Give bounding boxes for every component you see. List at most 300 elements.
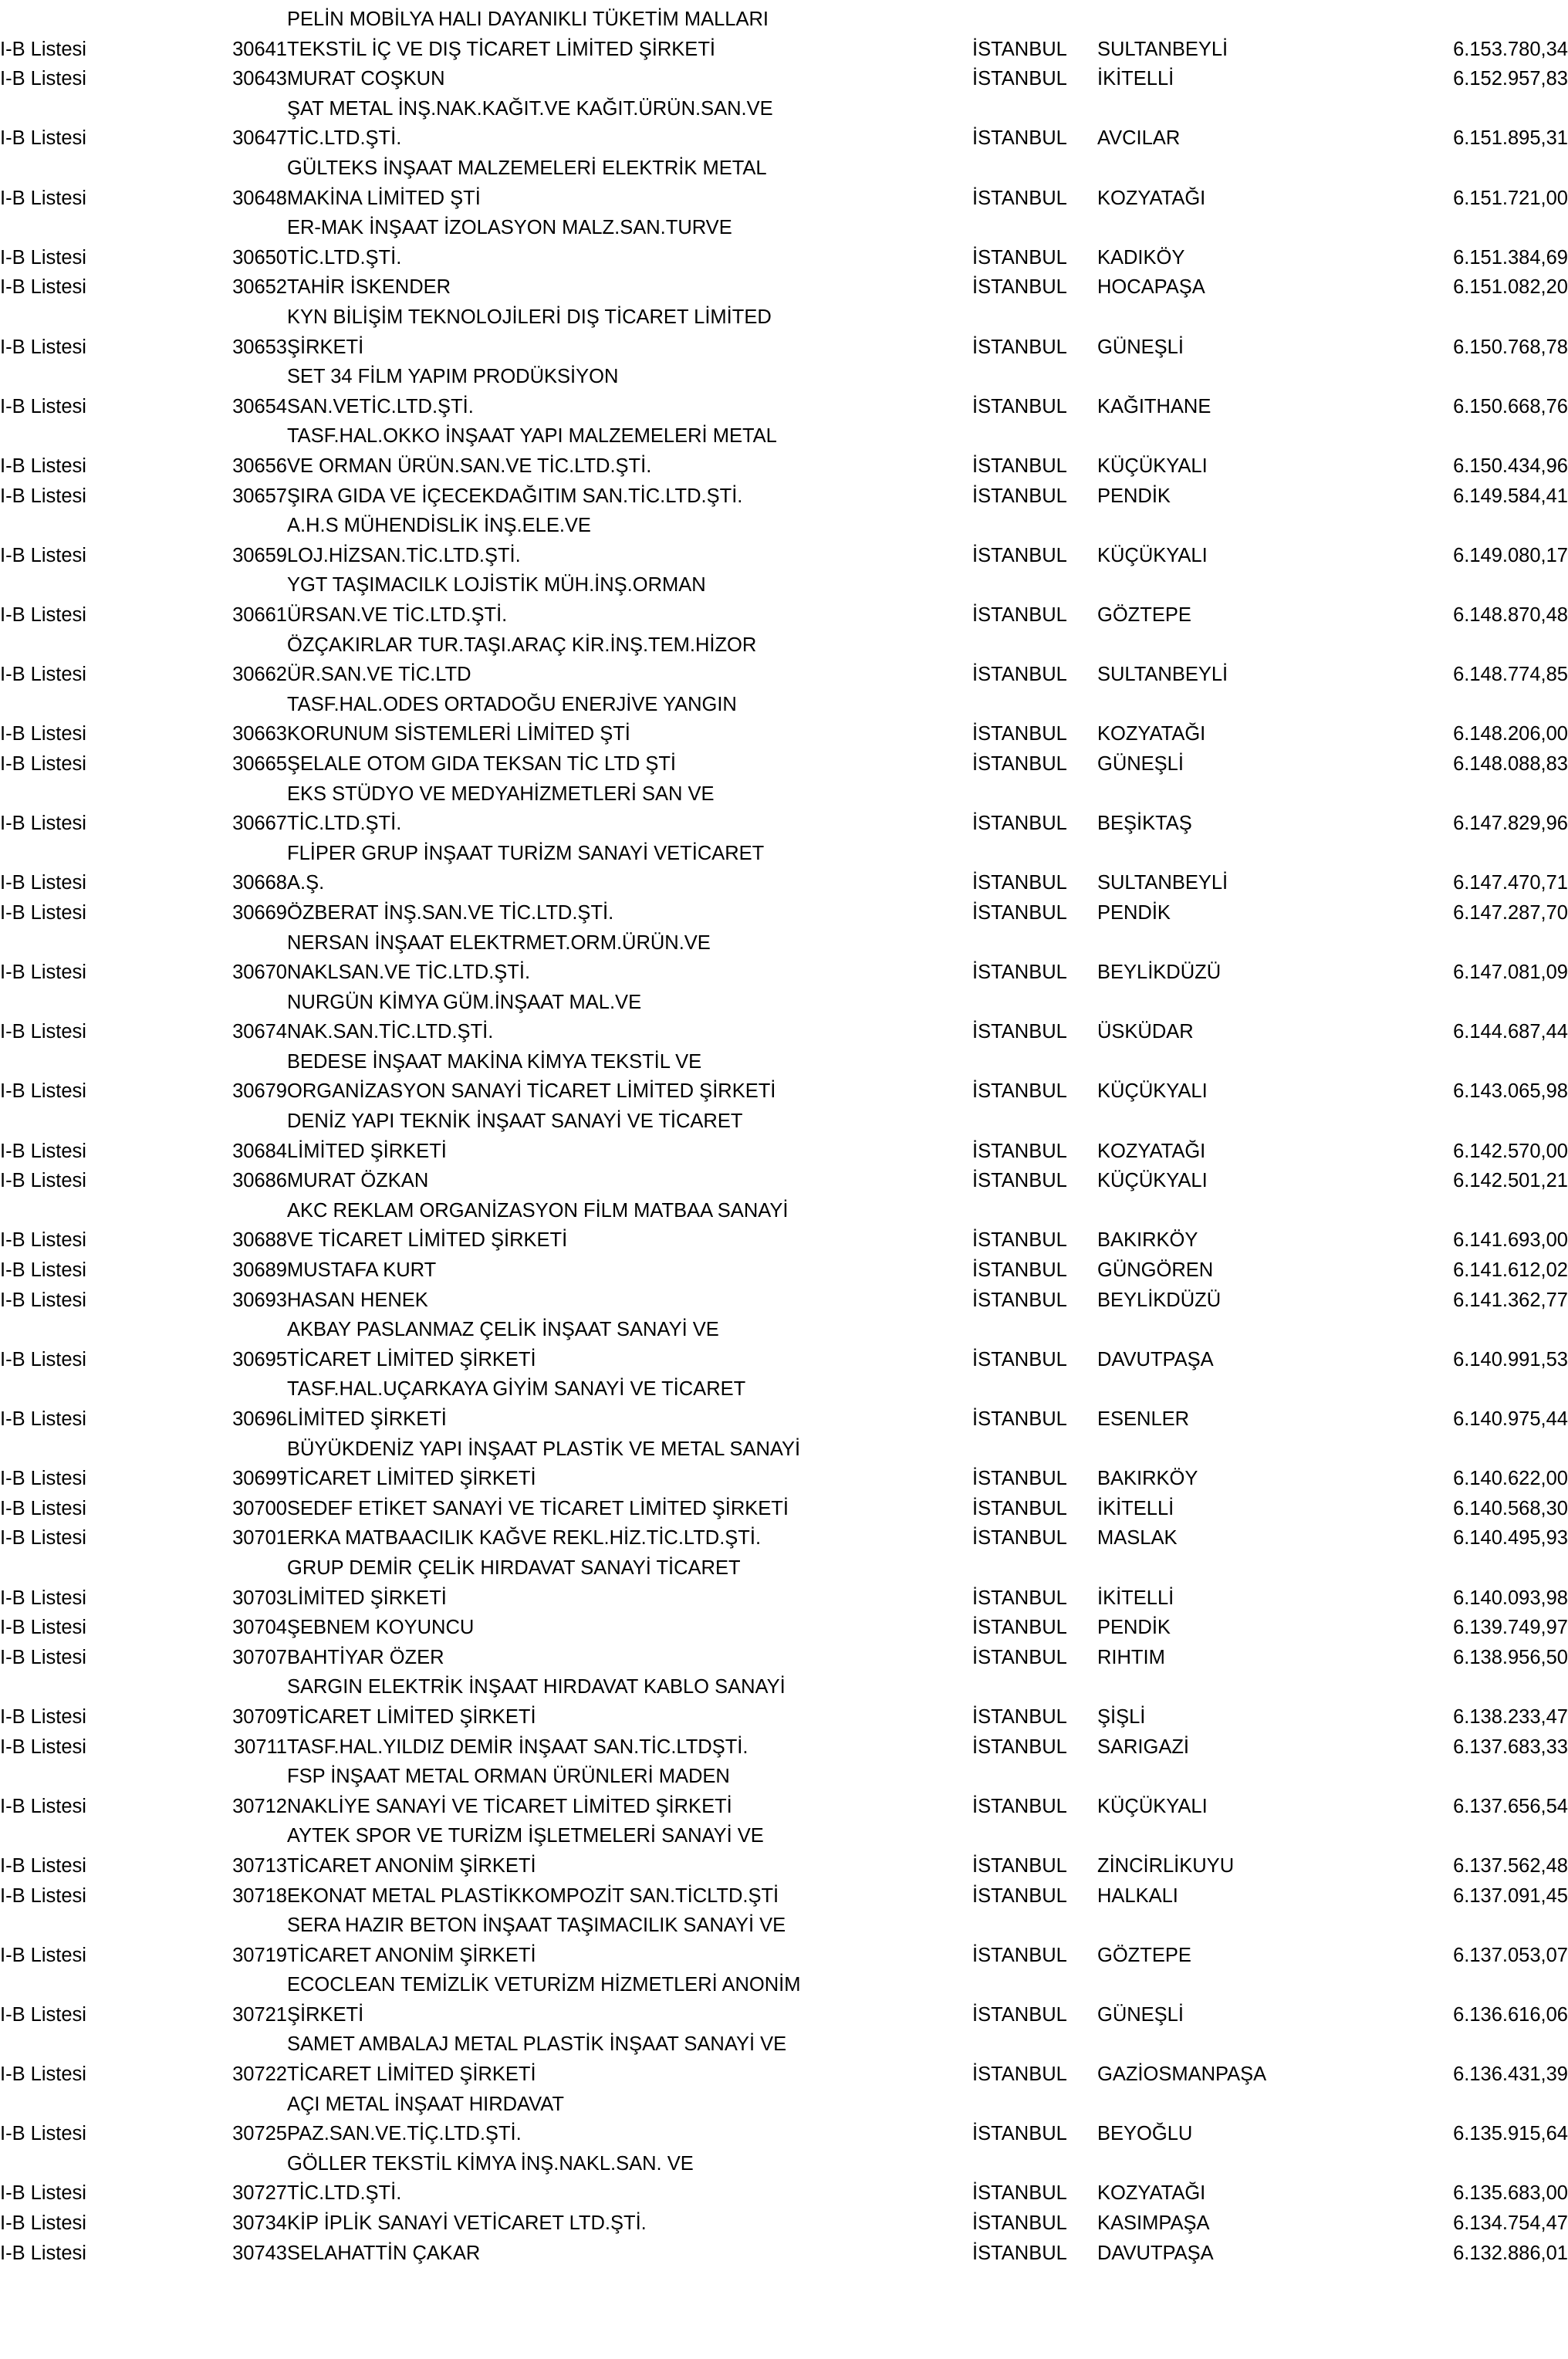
list-label: I-B Listesi xyxy=(0,1795,86,1817)
table-row xyxy=(0,715,1568,745)
table-row-continuation xyxy=(0,923,1568,953)
tax-office-name: RIHTIM xyxy=(1097,1646,1165,1668)
sequence-number: 30719 xyxy=(232,1944,287,1966)
list-label-spacer xyxy=(0,1549,201,1579)
amount-spacer xyxy=(1329,834,1568,864)
sequence-number: 30659 xyxy=(232,544,287,566)
list-label: I-B Listesi xyxy=(0,455,86,477)
sequence-spacer xyxy=(201,685,287,715)
sequence-spacer xyxy=(201,923,287,953)
debt-amount: 6.150.434,96 xyxy=(1453,455,1568,477)
table-row-continuation xyxy=(0,774,1568,804)
list-label: I-B Listesi xyxy=(0,2123,86,2145)
list-label-spacer xyxy=(0,1430,201,1460)
amount-spacer xyxy=(1329,1549,1568,1579)
sequence-number: 30727 xyxy=(232,2182,287,2205)
city-name: İSTANBUL xyxy=(972,603,1067,626)
district-spacer xyxy=(1097,2085,1329,2115)
table-row xyxy=(0,1876,1568,1906)
city-name: İSTANBUL xyxy=(972,2123,1067,2145)
tax-office-name: BEYLİKDÜZÜ xyxy=(1097,1289,1222,1311)
tax-office-name: PENDİK xyxy=(1097,485,1171,507)
city-name: İSTANBUL xyxy=(972,752,1067,775)
sequence-number: 30668 xyxy=(232,872,287,894)
sequence-number: 30667 xyxy=(232,813,287,835)
list-label-spacer xyxy=(0,834,201,864)
list-label-spacer xyxy=(0,1370,201,1400)
table-row xyxy=(0,1132,1568,1162)
city-name: İSTANBUL xyxy=(972,336,1067,358)
list-label: I-B Listesi xyxy=(0,1497,86,1519)
city-spacer xyxy=(972,2085,1097,2115)
tax-office-name: SARIGAZİ xyxy=(1097,1735,1190,1758)
tax-office-name: ZİNCİRLİKUYU xyxy=(1097,1854,1235,1877)
company-name: TASF.HAL.YILDIZ DEMİR İNŞAAT SAN.TİC.LTDŞTİ. xyxy=(287,1735,749,1758)
table-row xyxy=(0,596,1568,626)
sequence-spacer xyxy=(201,1191,287,1222)
city-name: İSTANBUL xyxy=(972,2242,1067,2264)
district-spacer xyxy=(1097,983,1329,1013)
sequence-number: 30647 xyxy=(232,127,287,150)
city-spacer xyxy=(972,417,1097,447)
tax-office-name: İKİTELLİ xyxy=(1097,1497,1174,1519)
tax-office-name: BAKIRKÖY xyxy=(1097,1229,1198,1252)
list-label: I-B Listesi xyxy=(0,127,86,150)
debt-amount: 6.153.780,34 xyxy=(1453,38,1568,60)
sequence-number: 30722 xyxy=(232,2063,287,2086)
list-label: I-B Listesi xyxy=(0,1854,86,1877)
city-spacer xyxy=(972,1668,1097,1698)
city-name: İSTANBUL xyxy=(972,544,1067,566)
table-row-continuation xyxy=(0,1817,1568,1847)
tax-office-name: KASIMPAŞA xyxy=(1097,2212,1210,2235)
city-spacer xyxy=(972,1549,1097,1579)
sequence-spacer xyxy=(201,566,287,596)
city-name: İSTANBUL xyxy=(972,2063,1067,2086)
district-spacer xyxy=(1097,1817,1329,1847)
city-name: İSTANBUL xyxy=(972,1735,1067,1758)
company-name-continuation: BEDESE İNŞAAT MAKİNA KİMYA TEKSTİL VE xyxy=(287,1050,702,1073)
city-name: İSTANBUL xyxy=(972,1527,1067,1550)
company-name-continuation: DENİZ YAPI TEKNİK İNŞAAT SANAYİ VE TİCARET xyxy=(287,1110,743,1133)
city-spacer xyxy=(972,298,1097,328)
debt-amount: 6.137.683,33 xyxy=(1453,1735,1568,1758)
tax-office-name: KOZYATAĞI xyxy=(1097,2182,1206,2205)
amount-spacer xyxy=(1329,685,1568,715)
district-spacer xyxy=(1097,208,1329,238)
debt-amount: 6.144.687,44 xyxy=(1453,1021,1568,1043)
sequence-number: 30669 xyxy=(232,901,287,924)
debt-amount: 6.137.053,07 xyxy=(1453,1944,1568,1966)
list-label: I-B Listesi xyxy=(0,1170,86,1192)
tax-office-name: KAĞITHANE xyxy=(1097,395,1211,417)
sequence-spacer xyxy=(201,0,287,30)
table-row-continuation xyxy=(0,2085,1568,2115)
list-label-spacer xyxy=(0,417,201,447)
sequence-number: 30709 xyxy=(232,1705,287,1728)
list-label: I-B Listesi xyxy=(0,2212,86,2235)
tax-office-name: GÖZTEPE xyxy=(1097,603,1191,626)
table-row-continuation xyxy=(0,566,1568,596)
table-row-continuation xyxy=(0,1668,1568,1698)
district-spacer xyxy=(1097,417,1329,447)
debt-amount: 6.136.616,06 xyxy=(1453,2003,1568,2026)
debt-amount: 6.135.915,64 xyxy=(1453,2123,1568,2145)
amount-spacer xyxy=(1329,1310,1568,1340)
company-name: TİC.LTD.ŞTİ. xyxy=(287,246,402,269)
table-row xyxy=(0,179,1568,209)
table-row xyxy=(0,804,1568,834)
sequence-spacer xyxy=(201,625,287,655)
sequence-spacer xyxy=(201,1817,287,1847)
list-label-spacer xyxy=(0,149,201,179)
city-spacer xyxy=(972,2025,1097,2055)
tax-office-name: İKİTELLİ xyxy=(1097,1587,1174,1609)
district-spacer xyxy=(1097,1668,1329,1698)
company-name-continuation: ER-MAK İNŞAAT İZOLASYON MALZ.SAN.TURVE xyxy=(287,217,732,239)
city-name: İSTANBUL xyxy=(972,1646,1067,1668)
city-name: İSTANBUL xyxy=(972,1229,1067,1252)
company-name: MURAT COŞKUN xyxy=(287,68,445,90)
company-name: TAHİR İSKENDER xyxy=(287,276,451,299)
sequence-spacer xyxy=(201,357,287,387)
sequence-spacer xyxy=(201,1043,287,1073)
city-spacer xyxy=(972,1102,1097,1132)
district-spacer xyxy=(1097,834,1329,864)
company-name: SELAHATTİN ÇAKAR xyxy=(287,2242,481,2264)
sequence-number: 30648 xyxy=(232,187,287,209)
list-label: I-B Listesi xyxy=(0,276,86,299)
amount-spacer xyxy=(1329,1370,1568,1400)
amount-spacer xyxy=(1329,774,1568,804)
debt-amount: 6.141.612,02 xyxy=(1453,1259,1568,1282)
table-row xyxy=(0,745,1568,775)
tax-office-name: KÜÇÜKYALI xyxy=(1097,544,1208,566)
company-name-continuation: AKC REKLAM ORGANİZASYON FİLM MATBAA SANAYİ xyxy=(287,1199,789,1222)
sequence-spacer xyxy=(201,983,287,1013)
amount-spacer xyxy=(1329,1668,1568,1698)
tax-office-name: KÜÇÜKYALI xyxy=(1097,1795,1208,1817)
debt-amount: 6.141.362,77 xyxy=(1453,1289,1568,1311)
table-row xyxy=(0,119,1568,149)
sequence-number: 30688 xyxy=(232,1229,287,1252)
sequence-number: 30699 xyxy=(232,1468,287,1490)
city-name: İSTANBUL xyxy=(972,2182,1067,2205)
list-label-spacer xyxy=(0,774,201,804)
sequence-spacer xyxy=(201,2025,287,2055)
table-row xyxy=(0,1489,1568,1519)
list-label-spacer xyxy=(0,1310,201,1340)
table-row-continuation xyxy=(0,506,1568,536)
amount-spacer xyxy=(1329,625,1568,655)
sequence-number: 30707 xyxy=(232,1646,287,1668)
list-label: I-B Listesi xyxy=(0,1259,86,1282)
debt-amount: 6.140.991,53 xyxy=(1453,1348,1568,1370)
company-name-continuation: ŞAT METAL İNŞ.NAK.KAĞIT.VE KAĞIT.ÜRÜN.SAN.VE xyxy=(287,97,773,120)
city-name: İSTANBUL xyxy=(972,1348,1067,1370)
city-name: İSTANBUL xyxy=(972,1944,1067,1966)
city-name: İSTANBUL xyxy=(972,276,1067,299)
sequence-number: 30700 xyxy=(232,1497,287,1519)
list-label-spacer xyxy=(0,1102,201,1132)
table-row xyxy=(0,1698,1568,1728)
table-row-continuation xyxy=(0,208,1568,238)
tax-office-name: KADIKÖY xyxy=(1097,246,1185,269)
company-name: TİCARET LİMİTED ŞİRKETİ xyxy=(287,1705,536,1728)
company-name: EKONAT METAL PLASTİKKOMPOZİT SAN.TİCLTD.ŞTİ xyxy=(287,1884,779,1907)
table-row xyxy=(0,477,1568,507)
amount-spacer xyxy=(1329,1043,1568,1073)
company-name-continuation: SARGIN ELEKTRİK İNŞAAT HIRDAVAT KABLO SANAYİ xyxy=(287,1676,786,1698)
city-name: İSTANBUL xyxy=(972,127,1067,150)
table-row-continuation xyxy=(0,0,1568,30)
debt-amount: 6.140.495,93 xyxy=(1453,1527,1568,1550)
table-row-continuation xyxy=(0,834,1568,864)
company-name-continuation: PELİN MOBİLYA HALI DAYANIKLI TÜKETİM MALLARI xyxy=(287,8,769,31)
company-name: TİCARET LİMİTED ŞİRKETİ xyxy=(287,1468,536,1490)
table-row xyxy=(0,953,1568,983)
sequence-spacer xyxy=(201,298,287,328)
list-label: I-B Listesi xyxy=(0,2242,86,2264)
table-row-continuation xyxy=(0,1310,1568,1340)
list-label: I-B Listesi xyxy=(0,395,86,417)
sequence-number: 30721 xyxy=(232,2003,287,2026)
debt-amount: 6.150.668,76 xyxy=(1453,395,1568,417)
amount-spacer xyxy=(1329,1102,1568,1132)
amount-spacer xyxy=(1329,208,1568,238)
list-label: I-B Listesi xyxy=(0,1080,86,1103)
company-name: TİCARET ANONİM ŞİRKETİ xyxy=(287,1854,536,1877)
sequence-number: 30743 xyxy=(232,2242,287,2264)
debt-amount: 6.140.622,00 xyxy=(1453,1468,1568,1490)
city-name: İSTANBUL xyxy=(972,1884,1067,1907)
table-row-continuation xyxy=(0,298,1568,328)
sequence-spacer xyxy=(201,1549,287,1579)
amount-spacer xyxy=(1329,2085,1568,2115)
list-label-spacer xyxy=(0,506,201,536)
sequence-spacer xyxy=(201,1965,287,1996)
table-row-continuation xyxy=(0,1370,1568,1400)
tax-office-name: PENDİK xyxy=(1097,901,1171,924)
list-label: I-B Listesi xyxy=(0,1617,86,1639)
debt-amount: 6.147.829,96 xyxy=(1453,813,1568,835)
sequence-number: 30665 xyxy=(232,752,287,775)
list-label-spacer xyxy=(0,1757,201,1787)
city-name: İSTANBUL xyxy=(972,1259,1067,1282)
city-spacer xyxy=(972,357,1097,387)
company-name-continuation: TASF.HAL.UÇARKAYA GİYİM SANAYİ VE TİCARET xyxy=(287,1378,746,1401)
city-name: İSTANBUL xyxy=(972,455,1067,477)
debt-amount: 6.148.774,85 xyxy=(1453,664,1568,686)
table-row xyxy=(0,1519,1568,1549)
company-name-continuation: GRUP DEMİR ÇELİK HIRDAVAT SANAYİ TİCARET xyxy=(287,1556,741,1579)
sequence-spacer xyxy=(201,774,287,804)
company-name: MURAT ÖZKAN xyxy=(287,1170,429,1192)
city-name: İSTANBUL xyxy=(972,68,1067,90)
city-name: İSTANBUL xyxy=(972,1795,1067,1817)
table-row xyxy=(0,1281,1568,1311)
sequence-spacer xyxy=(201,1310,287,1340)
debt-amount: 6.142.570,00 xyxy=(1453,1140,1568,1162)
city-name: İSTANBUL xyxy=(972,2212,1067,2235)
city-name: İSTANBUL xyxy=(972,38,1067,60)
city-spacer xyxy=(972,90,1097,120)
company-name: NAKLİYE SANAYİ VE TİCARET LİMİTED ŞİRKETİ xyxy=(287,1795,732,1817)
tax-office-name: BEYLİKDÜZÜ xyxy=(1097,962,1222,984)
sequence-number: 30652 xyxy=(232,276,287,299)
debt-amount: 6.142.501,21 xyxy=(1453,1170,1568,1192)
list-label-spacer xyxy=(0,1817,201,1847)
table-row xyxy=(0,1996,1568,2026)
company-name: ŞIRA GIDA VE İÇECEKDAĞITIM SAN.TİC.LTD.ŞTİ. xyxy=(287,485,743,507)
city-name: İSTANBUL xyxy=(972,901,1067,924)
sequence-number: 30653 xyxy=(232,336,287,358)
company-name: TİCARET LİMİTED ŞİRKETİ xyxy=(287,2063,536,2086)
city-name: İSTANBUL xyxy=(972,2003,1067,2026)
district-spacer xyxy=(1097,1043,1329,1073)
company-name: SEDEF ETİKET SANAYİ VE TİCARET LİMİTED ŞİRKETİ xyxy=(287,1497,789,1519)
company-name: LİMİTED ŞİRKETİ xyxy=(287,1408,447,1430)
table-row xyxy=(0,268,1568,298)
company-name-continuation: NURGÜN KİMYA GÜM.İNŞAAT MAL.VE xyxy=(287,991,642,1013)
city-spacer xyxy=(972,506,1097,536)
city-name: İSTANBUL xyxy=(972,1080,1067,1103)
city-spacer xyxy=(972,983,1097,1013)
amount-spacer xyxy=(1329,923,1568,953)
amount-spacer xyxy=(1329,149,1568,179)
city-name: İSTANBUL xyxy=(972,1140,1067,1162)
city-spacer xyxy=(972,774,1097,804)
tax-office-name: PENDİK xyxy=(1097,1617,1171,1639)
company-name: LİMİTED ŞİRKETİ xyxy=(287,1140,447,1162)
tax-office-name: KÜÇÜKYALI xyxy=(1097,1080,1208,1103)
company-name: KİP İPLİK SANAYİ VETİCARET LTD.ŞTİ. xyxy=(287,2212,647,2235)
table-row xyxy=(0,1072,1568,1102)
district-spacer xyxy=(1097,774,1329,804)
table-row-continuation xyxy=(0,2144,1568,2175)
city-spacer xyxy=(972,566,1097,596)
table-row xyxy=(0,894,1568,924)
city-name: İSTANBUL xyxy=(972,395,1067,417)
list-label: I-B Listesi xyxy=(0,2063,86,2086)
sequence-spacer xyxy=(201,1757,287,1787)
company-name: LOJ.HİZSAN.TİC.LTD.ŞTİ. xyxy=(287,544,521,566)
list-label-spacer xyxy=(0,923,201,953)
city-name: İSTANBUL xyxy=(972,187,1067,209)
amount-spacer xyxy=(1329,1965,1568,1996)
sequence-number: 30679 xyxy=(232,1080,287,1103)
tax-office-name: BAKIRKÖY xyxy=(1097,1468,1198,1490)
district-spacer xyxy=(1097,1102,1329,1132)
company-name: ŞİRKETİ xyxy=(287,2003,364,2026)
debt-amount: 6.149.584,41 xyxy=(1453,485,1568,507)
debt-amount: 6.148.088,83 xyxy=(1453,752,1568,775)
company-name: ERKA MATBAACILIK KAĞVE REKL.HİZ.TİC.LTD.ŞTİ. xyxy=(287,1527,762,1550)
company-name: TİCARET ANONİM ŞİRKETİ xyxy=(287,1944,536,1966)
debt-amount: 6.150.768,78 xyxy=(1453,336,1568,358)
amount-spacer xyxy=(1329,1757,1568,1787)
sequence-number: 30704 xyxy=(232,1617,287,1639)
company-name: SAN.VETİC.LTD.ŞTİ. xyxy=(287,395,474,417)
tax-office-name: SULTANBEYLİ xyxy=(1097,872,1228,894)
list-label: I-B Listesi xyxy=(0,1646,86,1668)
amount-spacer xyxy=(1329,983,1568,1013)
sequence-number: 30650 xyxy=(232,246,287,269)
table-row xyxy=(0,2174,1568,2204)
debt-amount: 6.132.886,01 xyxy=(1453,2242,1568,2264)
company-name-continuation: TASF.HAL.ODES ORTADOĞU ENERJİVE YANGIN xyxy=(287,693,737,715)
city-spacer xyxy=(972,625,1097,655)
district-spacer xyxy=(1097,1310,1329,1340)
city-spacer xyxy=(972,1043,1097,1073)
district-spacer xyxy=(1097,685,1329,715)
company-name-continuation: KYN BİLİŞİM TEKNOLOJİLERİ DIŞ TİCARET LİMİTED xyxy=(287,306,772,329)
debt-amount: 6.148.206,00 xyxy=(1453,723,1568,745)
list-label-spacer xyxy=(0,1191,201,1222)
tax-office-name: KOZYATAĞI xyxy=(1097,187,1206,209)
city-name: İSTANBUL xyxy=(972,1617,1067,1639)
table-row xyxy=(0,328,1568,358)
sequence-number: 30718 xyxy=(232,1884,287,1907)
debt-amount: 6.149.080,17 xyxy=(1453,544,1568,566)
debt-amount: 6.140.093,98 xyxy=(1453,1587,1568,1609)
company-name: LİMİTED ŞİRKETİ xyxy=(287,1587,447,1609)
company-name: ÜRSAN.VE TİC.LTD.ŞTİ. xyxy=(287,603,508,626)
company-name-continuation: AKBAY PASLANMAZ ÇELİK İNŞAAT SANAYİ VE xyxy=(287,1319,719,1341)
company-name-continuation: FLİPER GRUP İNŞAAT TURİZM SANAYİ VETİCARET xyxy=(287,842,765,864)
city-name: İSTANBUL xyxy=(972,1289,1067,1311)
amount-spacer xyxy=(1329,2144,1568,2175)
city-name: İSTANBUL xyxy=(972,1705,1067,1728)
debt-amount: 6.137.656,54 xyxy=(1453,1795,1568,1817)
district-spacer xyxy=(1097,149,1329,179)
table-row xyxy=(0,2234,1568,2264)
city-name: İSTANBUL xyxy=(972,246,1067,269)
table-row-continuation xyxy=(0,90,1568,120)
list-label: I-B Listesi xyxy=(0,1140,86,1162)
company-name: VE ORMAN ÜRÜN.SAN.VE TİC.LTD.ŞTİ. xyxy=(287,455,652,477)
company-name-continuation: NERSAN İNŞAAT ELEKTRMET.ORM.ÜRÜN.VE xyxy=(287,931,711,954)
city-spacer xyxy=(972,0,1097,30)
debt-amount: 6.137.091,45 xyxy=(1453,1884,1568,1907)
debt-amount: 6.137.562,48 xyxy=(1453,1854,1568,1877)
table-row xyxy=(0,1459,1568,1489)
sequence-spacer xyxy=(201,834,287,864)
company-name: TİCARET LİMİTED ŞİRKETİ xyxy=(287,1348,536,1370)
table-row-continuation xyxy=(0,1549,1568,1579)
table-row-continuation xyxy=(0,1757,1568,1787)
list-label: I-B Listesi xyxy=(0,603,86,626)
table-row-continuation xyxy=(0,685,1568,715)
sequence-number: 30712 xyxy=(232,1795,287,1817)
list-label: I-B Listesi xyxy=(0,813,86,835)
city-spacer xyxy=(972,1817,1097,1847)
table-row-continuation xyxy=(0,1043,1568,1073)
city-spacer xyxy=(972,1370,1097,1400)
list-label: I-B Listesi xyxy=(0,544,86,566)
city-name: İSTANBUL xyxy=(972,485,1067,507)
table-row-continuation xyxy=(0,417,1568,447)
city-name: İSTANBUL xyxy=(972,1854,1067,1877)
tax-office-name: DAVUTPAŞA xyxy=(1097,1348,1214,1370)
table-row xyxy=(0,2114,1568,2144)
tax-office-name: GÜNGÖREN xyxy=(1097,1259,1214,1282)
sequence-number: 30686 xyxy=(232,1170,287,1192)
debt-amount: 6.151.895,31 xyxy=(1453,127,1568,150)
list-label-spacer xyxy=(0,2085,201,2115)
company-name: TİC.LTD.ŞTİ. xyxy=(287,2182,402,2205)
list-label-spacer xyxy=(0,2025,201,2055)
